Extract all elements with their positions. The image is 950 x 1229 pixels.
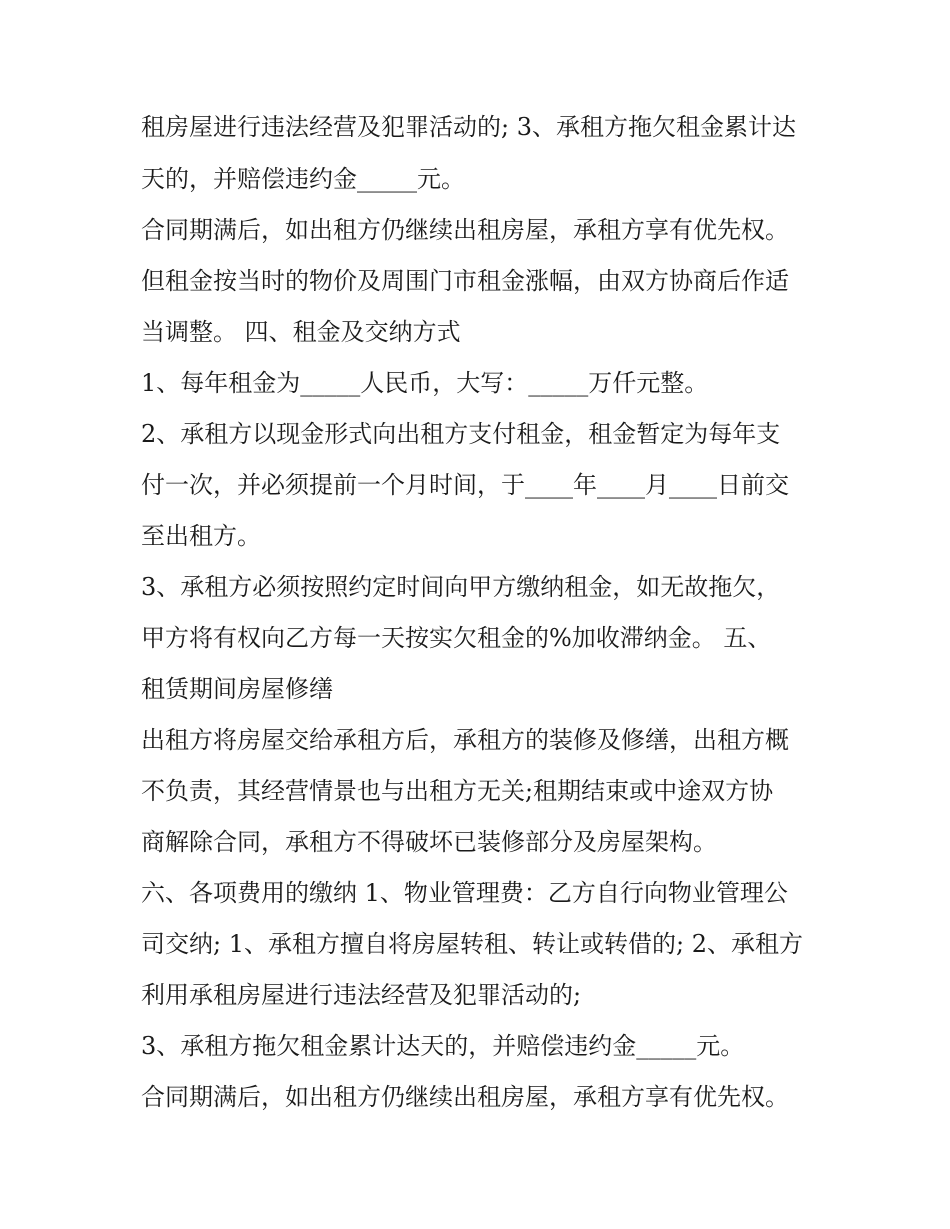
text-line: 利用承租房屋进行违法经营及犯罪活动的; <box>141 981 582 1009</box>
text-line: 至出租方。 <box>141 522 261 550</box>
text-line: 付一次，并必须提前一个月时间，于____年____月____日前交 <box>141 471 789 499</box>
text-line: 司交纳; 1、承租方擅自将房屋转租、转让或转借的; 2、承租方 <box>141 930 803 958</box>
text-line: 天的，并赔偿违约金_____元。 <box>141 165 465 193</box>
text-line: 出租方将房屋交给承租方后，承租方的装修及修缮，出租方概 <box>141 726 789 754</box>
text-line: 当调整。 四、租金及交纳方式 <box>141 318 461 346</box>
text-line: 合同期满后，如出租方仍继续出租房屋，承租方享有优先权。 <box>141 216 789 244</box>
text-line: 不负责，其经营情景也与出租方无关;租期结束或中途双方协 <box>141 777 774 805</box>
text-line: 但租金按当时的物价及周围门市租金涨幅，由双方协商后作适 <box>141 267 789 295</box>
text-line: 商解除合同，承租方不得破坏已装修部分及房屋架构。 <box>141 828 717 856</box>
text-line: 甲方将有权向乙方每一天按实欠租金的%加收滞纳金。 五、 <box>141 624 772 652</box>
text-line: 1、每年租金为_____人民币，大写：_____万仟元整。 <box>141 369 709 397</box>
text-line: 3、承租方拖欠租金累计达天的，并赔偿违约金_____元。 <box>141 1032 745 1060</box>
text-line: 租房屋进行违法经营及犯罪活动的; 3、承租方拖欠租金累计达 <box>141 113 796 141</box>
text-line: 合同期满后，如出租方仍继续出租房屋，承租方享有优先权。 <box>141 1083 789 1111</box>
text-line: 3、承租方必须按照约定时间向甲方缴纳租金，如无故拖欠， <box>141 573 781 601</box>
text-line: 2、承租方以现金形式向出租方支付租金，租金暂定为每年支 <box>141 420 781 448</box>
text-line: 租赁期间房屋修缮 <box>141 675 333 703</box>
text-line: 六、各项费用的缴纳 1、物业管理费：乙方自行向物业管理公 <box>141 879 788 907</box>
